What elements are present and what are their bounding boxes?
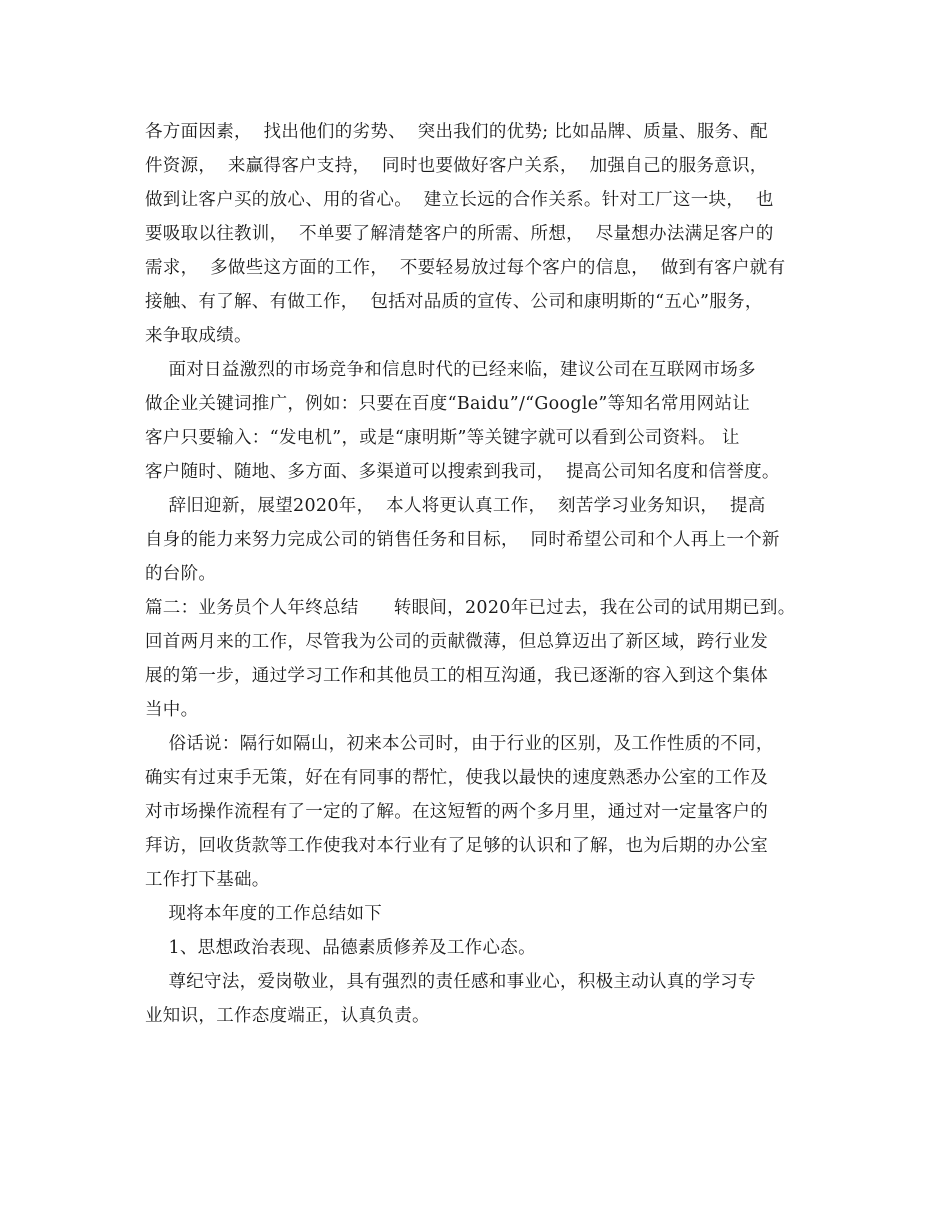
text-line: 需求， 多做些这方面的工作， 不要轻易放过每个客户的信息， 做到有客户就有 (145, 258, 786, 278)
text-line: 当中。 (145, 700, 199, 720)
text-line: 尊纪守法，爱岗敬业，具有强烈的责任感和事业心，积极主动认真的学习专 (145, 972, 756, 992)
text-line: 辞旧迎新，展望2020年， 本人将更认真工作， 刻苦学习业务知识， 提高 (145, 496, 766, 516)
text-line: 1、思想政治表现、品德素质修养及工作心态。 (145, 938, 536, 958)
text-line: 对市场操作流程有了一定的了解。在这短暂的两个多月里，通过对一定量客户的 (145, 802, 768, 822)
text-line: 展的第一步，通过学习工作和其他员工的相互沟通，我已逐渐的容入到这个集体 (145, 666, 768, 686)
text-line: 工作打下基础。 (145, 870, 270, 890)
text-line: 接触、有了解、有做工作， 包括对品质的宣传、公司和康明斯的“五心”服务， (145, 292, 763, 312)
text-line: 俗话说：隔行如隔山，初来本公司时，由于行业的区别，及工作性质的不同， (145, 734, 774, 754)
text-line: 自身的能力来努力完成公司的销售任务和目标， 同时希望公司和个人再上一个新 (145, 530, 780, 550)
text-line: 要吸取以往教训， 不单要了解清楚客户的所需、所想， 尽量想办法满足客户的 (145, 224, 774, 244)
text-line: 做企业关键词推广，例如：只要在百度“Baidu”/“Google”等知名常用网站让 (145, 394, 751, 414)
text-line: 篇二：业务员个人年终总结 转眼间，2020年已过去，我在公司的试用期已到。 (145, 598, 796, 618)
text-line: 做到让客户买的放心、用的省心。 建立长远的合作关系。针对工厂这一块， 也 (145, 190, 774, 210)
text-line: 回首两月来的工作，尽管我为公司的贡献微薄，但总算迈出了新区域，跨行业发 (145, 632, 768, 652)
text-line: 客户只要输入：“发电机”，或是“康明斯”等关键字就可以看到公司资料。 让 (145, 428, 740, 448)
text-line: 现将本年度的工作总结如下 (145, 904, 383, 924)
text-line: 拜访，回收货款等工作使我对本行业有了足够的认识和了解，也为后期的办公室 (145, 836, 768, 856)
text-line: 面对日益激烈的市场竞争和信息时代的已经来临，建议公司在互联网市场多 (145, 360, 756, 380)
text-line: 件资源， 来赢得客户支持， 同时也要做好客户关系， 加强自己的服务意识， (145, 156, 768, 176)
text-line: 客户随时、随地、多方面、多渠道可以搜索到我司， 提高公司知名度和信誉度。 (145, 462, 780, 482)
text-line: 的台阶。 (145, 564, 217, 584)
text-line: 业知识，工作态度端正，认真负责。 (145, 1006, 430, 1026)
document-body (145, 115, 815, 1033)
text-line: 来争取成绩。 (145, 326, 252, 346)
text-line: 各方面因素， 找出他们的劣势、 突出我们的优势; 比如品牌、质量、服务、配 (145, 122, 768, 142)
text-line: 确实有过束手无策，好在有同事的帮忙，使我以最快的速度熟悉办公室的工作及 (145, 768, 768, 788)
